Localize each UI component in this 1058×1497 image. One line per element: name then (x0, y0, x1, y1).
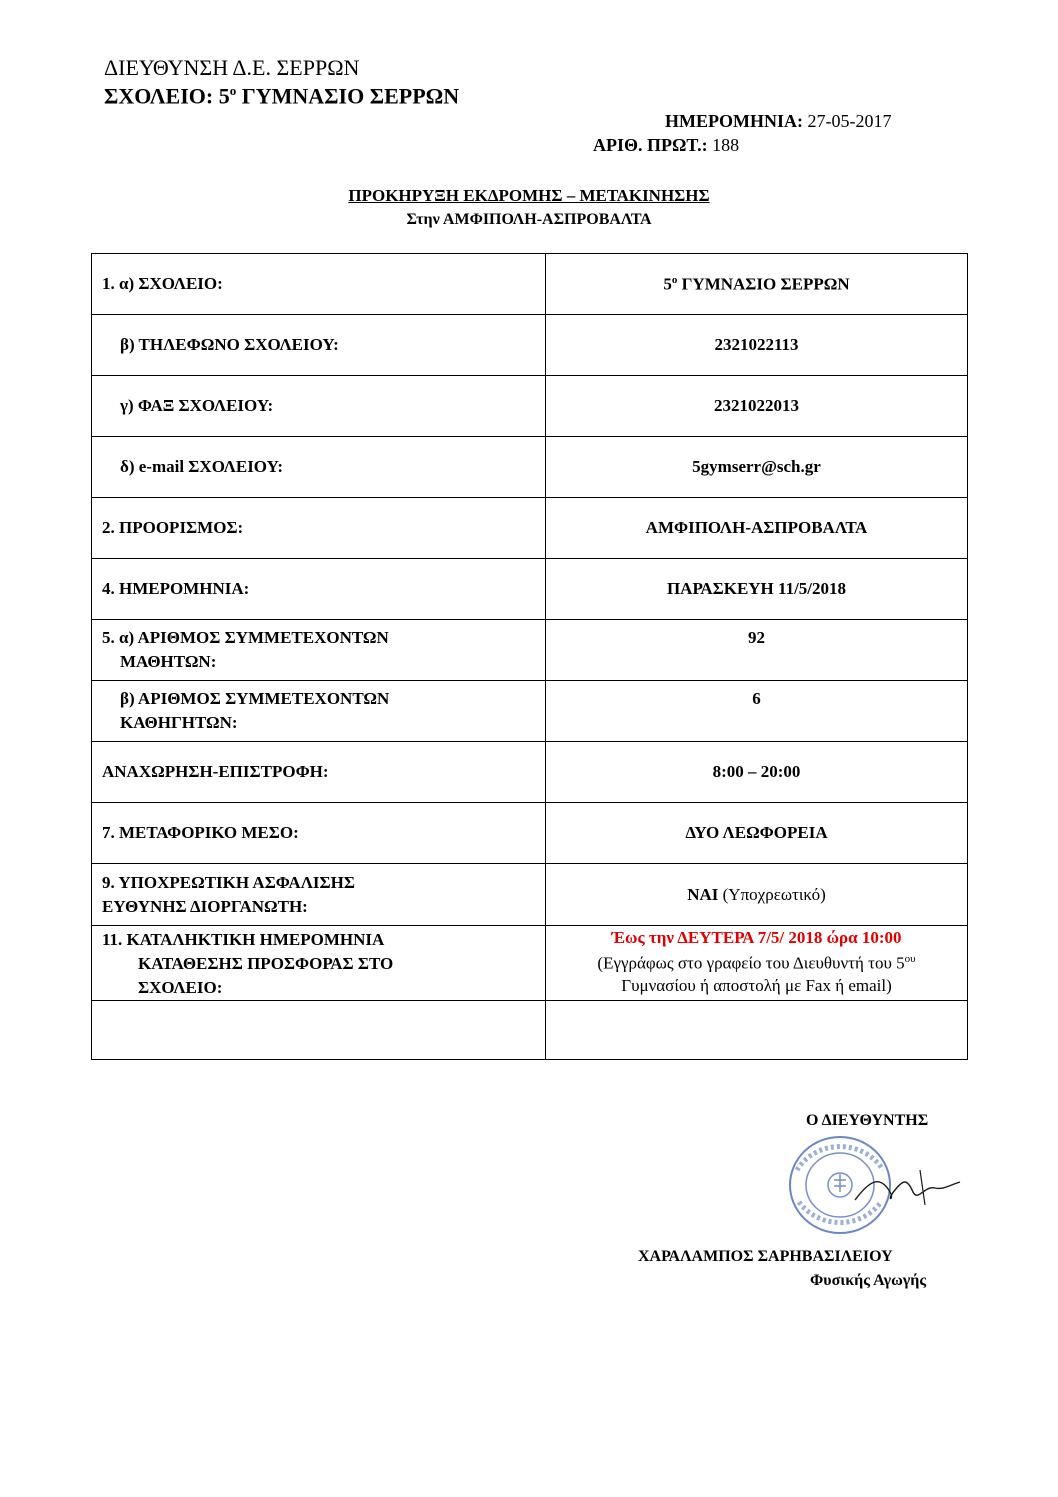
row-label-line: ΕΥΘΥΝΗΣ ΔΙΟΡΓΑΝΩΤΗ: (102, 896, 308, 916)
insurance-note: (Υποχρεωτικό) (718, 884, 826, 904)
signature-title: Ο ΔΙΕΥΘΥΝΤΗΣ (806, 1112, 929, 1129)
prot-label: ΑΡΙΘ. ΠΡΩΤ.: (593, 135, 708, 155)
table-row (92, 254, 968, 315)
stamp-signature-icon (785, 1130, 965, 1240)
row-value (546, 926, 968, 1001)
school-label: ΣΧΟΛΕΙΟ: 5 (104, 83, 230, 109)
row-label (92, 1001, 546, 1060)
directorate-heading: ΔΙΕΥΘΥΝΣΗ Δ.Ε. ΣΕΡΡΩΝ (104, 55, 360, 80)
ordinal-sup: ου (904, 953, 916, 965)
row-value: ΔΥΟ ΛΕΩΦΟΡΕΙΑ (546, 803, 968, 864)
row-label: δ) e-mail ΣΧΟΛΕΙΟΥ: (92, 437, 546, 498)
deadline-note-line: (Εγγράφως στο γραφείο του Διευθυντή του 5 (597, 953, 905, 973)
trip-details-table (91, 253, 968, 1060)
row-value: ΑΜΦΙΠΟΛΗ-ΑΣΠΡΟΒΑΛΤΑ (546, 498, 968, 559)
table-row (92, 376, 968, 437)
school-ordinal-sup: ο (229, 83, 237, 98)
table-row (92, 315, 968, 376)
table-row (92, 498, 968, 559)
school-name: ΓΥΜΝΑΣΙΟ ΣΕΡΡΩΝ (236, 83, 460, 109)
date-label: ΗΜΕΡΟΜΗΝΙΑ: (665, 111, 803, 131)
insurance-yes: ΝΑΙ (687, 884, 719, 904)
row-label (92, 620, 546, 681)
row-value: ΠΑΡΑΣΚΕΥΗ 11/5/2018 (546, 559, 968, 620)
school-ordinal-sup: ο (671, 273, 678, 286)
row-label (92, 864, 546, 926)
school-number: 5 (663, 274, 672, 294)
row-value: 2321022013 (546, 376, 968, 437)
school-heading (104, 83, 459, 109)
document-subtitle: Στην ΑΜΦΙΠΟΛΗ-ΑΣΠΡΟΒΑΛΤΑ (406, 211, 652, 228)
deadline-text: Έως την ΔΕΥΤΕΡΑ 7/5/ 2018 ώρα 10:00 (611, 928, 902, 947)
row-label: β) ΤΗΛΕΦΩΝΟ ΣΧΟΛΕΙΟΥ: (92, 315, 546, 376)
row-label: ΑΝΑΧΩΡΗΣΗ-ΕΠΙΣΤΡΟΦΗ: (92, 742, 546, 803)
row-value (546, 864, 968, 926)
row-label (92, 681, 546, 742)
row-value: 5gymserr@sch.gr (546, 437, 968, 498)
table-row (92, 437, 968, 498)
row-label-line: ΚΑΘΗΓΗΤΩΝ: (120, 713, 238, 732)
row-label: 1. α) ΣΧΟΛΕΙΟ: (92, 254, 546, 315)
protocol-number (593, 135, 739, 156)
date-value: 27-05-2017 (807, 111, 892, 131)
signatory-role: Φυσικής Αγωγής (810, 1272, 927, 1289)
school-name: ΓΥΜΝΑΣΙΟ ΣΕΡΡΩΝ (677, 274, 850, 294)
table-row (92, 1001, 968, 1060)
signatory-name: ΧΑΡΑΛΑΜΠΟΣ ΣΑΡΗΒΑΣΙΛΕΙΟΥ (638, 1248, 893, 1265)
table-row (92, 559, 968, 620)
row-label-line: β) ΑΡΙΘΜΟΣ ΣΥΜΜΕΤΕΧΟΝΤΩΝ (120, 689, 390, 708)
row-label: 2. ΠΡΟΟΡΙΣΜΟΣ: (92, 498, 546, 559)
row-value (546, 1001, 968, 1060)
table-row (92, 803, 968, 864)
row-label-line: ΚΑΤΑΘΕΣΗΣ ΠΡΟΣΦΟΡΑΣ ΣΤΟ (138, 954, 394, 973)
row-value: 92 (546, 620, 968, 681)
table-row (92, 926, 968, 1001)
row-value: 6 (546, 681, 968, 742)
table-row (92, 620, 968, 681)
document-date (665, 111, 891, 132)
row-value: 8:00 – 20:00 (546, 742, 968, 803)
table-row (92, 681, 968, 742)
row-label-line: 11. ΚΑΤΑΛΗΚΤΙΚΗ ΗΜΕΡΟΜΗΝΙΑ (102, 930, 385, 949)
row-label: 7. ΜΕΤΑΦΟΡΙΚΟ ΜΕΣΟ: (92, 803, 546, 864)
table-row (92, 864, 968, 926)
row-label: γ) ΦΑΞ ΣΧΟΛΕΙΟΥ: (92, 376, 546, 437)
document-title: ΠΡΟΚΗΡΥΞΗ ΕΚΔΡΟΜΗΣ – ΜΕΤΑΚΙΝΗΣΗΣ (348, 186, 710, 205)
prot-value: 188 (712, 135, 740, 155)
table-row (92, 742, 968, 803)
row-label-line: ΣΧΟΛΕΙΟ: (138, 978, 223, 997)
row-value: 2321022113 (546, 315, 968, 376)
row-label-line: 9. ΥΠΟΧΡΕΩΤΙΚΗ ΑΣΦΑΛΙΣΗΣ (102, 872, 355, 892)
row-label-line: ΜΑΘΗΤΩΝ: (120, 652, 217, 671)
deadline-note-line: Γυμνασίου ή αποστολή με Fax ή email) (621, 975, 892, 995)
row-label (92, 926, 546, 1001)
row-label-line: 5. α) ΑΡΙΘΜΟΣ ΣΥΜΜΕΤΕΧΟΝΤΩΝ (102, 628, 389, 647)
deadline-note (546, 948, 967, 975)
row-label: 4. ΗΜΕΡΟΜΗΝΙΑ: (92, 559, 546, 620)
row-value (546, 254, 968, 315)
